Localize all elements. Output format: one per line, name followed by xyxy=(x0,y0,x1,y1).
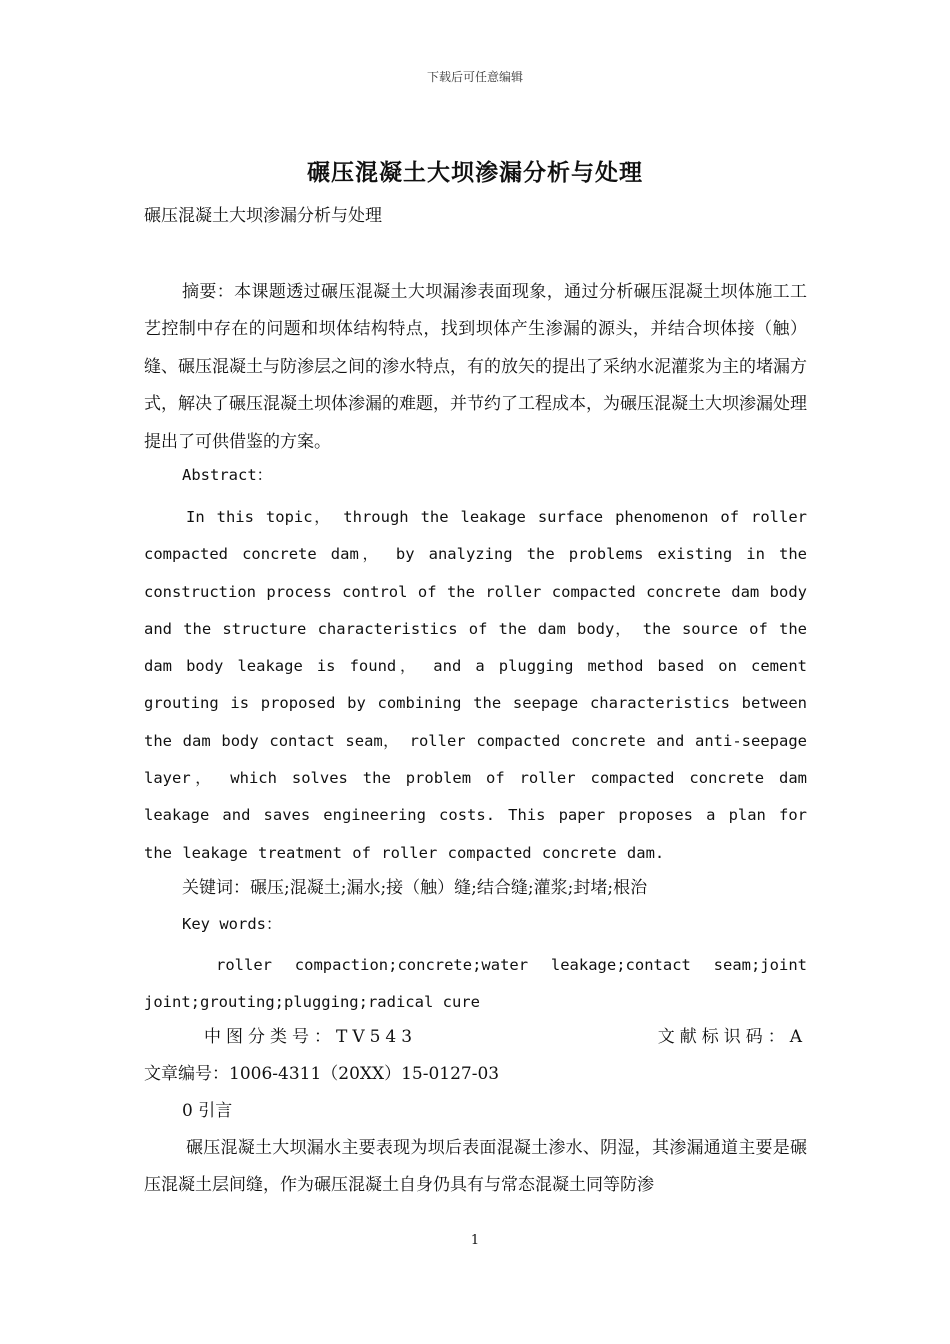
classification-number: 中图分类号：TV543 xyxy=(204,1027,418,1047)
keywords-english: roller compaction;concrete;water leakage;contact seam;joint joint;grouting;plugging;radical cure xyxy=(144,956,807,1012)
section-heading: 0 引言 xyxy=(182,1101,233,1121)
keywords-chinese: 关键词：碾压;混凝土;漏水;接（触）缝;结合缝;灌浆;封堵;根治 xyxy=(182,878,648,898)
article-number: 文章编号：1006-4311（20XX）15-0127-03 xyxy=(144,1064,500,1084)
classification-row xyxy=(204,1022,807,1047)
document-subtitle: 碾压混凝土大坝渗漏分析与处理 xyxy=(144,206,382,226)
document-code: 文献标识码：A xyxy=(657,1027,807,1047)
abstract-chinese: 摘要：本课题透过碾压混凝土大坝漏渗表面现象，通过分析碾压混凝土坝体施工工艺控制中存在的问题和坝体结构特点，找到坝体产生渗漏的源头，并结合坝体接（触）缝、碾压混凝土与防渗层之间的渗水特点，有的放矢的提出了采纳水泥灌浆为主的堵漏方式，解决了碾压混凝土坝体渗漏的难题，并节约了工程成本，为碾压混凝土大坝渗漏处理提出了可供借鉴的方案。 xyxy=(144,282,807,452)
abstract-english-label: Abstract： xyxy=(182,466,273,484)
page-number: 1 xyxy=(470,1233,480,1248)
document-title: 碾压混凝土大坝渗漏分析与处理 xyxy=(307,159,643,186)
abstract-english: In this topic， through the leakage surface phenomenon of roller compacted concrete dam， by analyzing the problems existing in the construction process control of the roller compacted concrete dam body and the structure characteristics of the dam body， the source of the dam body leakage is found， and a plugging method based on cement grouting is proposed by combining the seepage characteristics between the dam body contact seam， roller compacted concrete and anti-seepage layer， which solves the problem of roller compacted concrete dam leakage and saves engineering costs. This paper proposes a plan for the leakage treatment of roller compacted concrete dam. xyxy=(144,508,807,862)
keywords-english-label: Key words： xyxy=(182,915,282,933)
introduction-paragraph: 碾压混凝土大坝漏水主要表现为坝后表面混凝土渗水、阴湿，其渗漏通道主要是碾压混凝土层间缝，作为碾压混凝土自身仍具有与常态混凝土同等防渗 xyxy=(144,1138,807,1196)
header-note: 下载后可任意编辑 xyxy=(426,70,523,84)
